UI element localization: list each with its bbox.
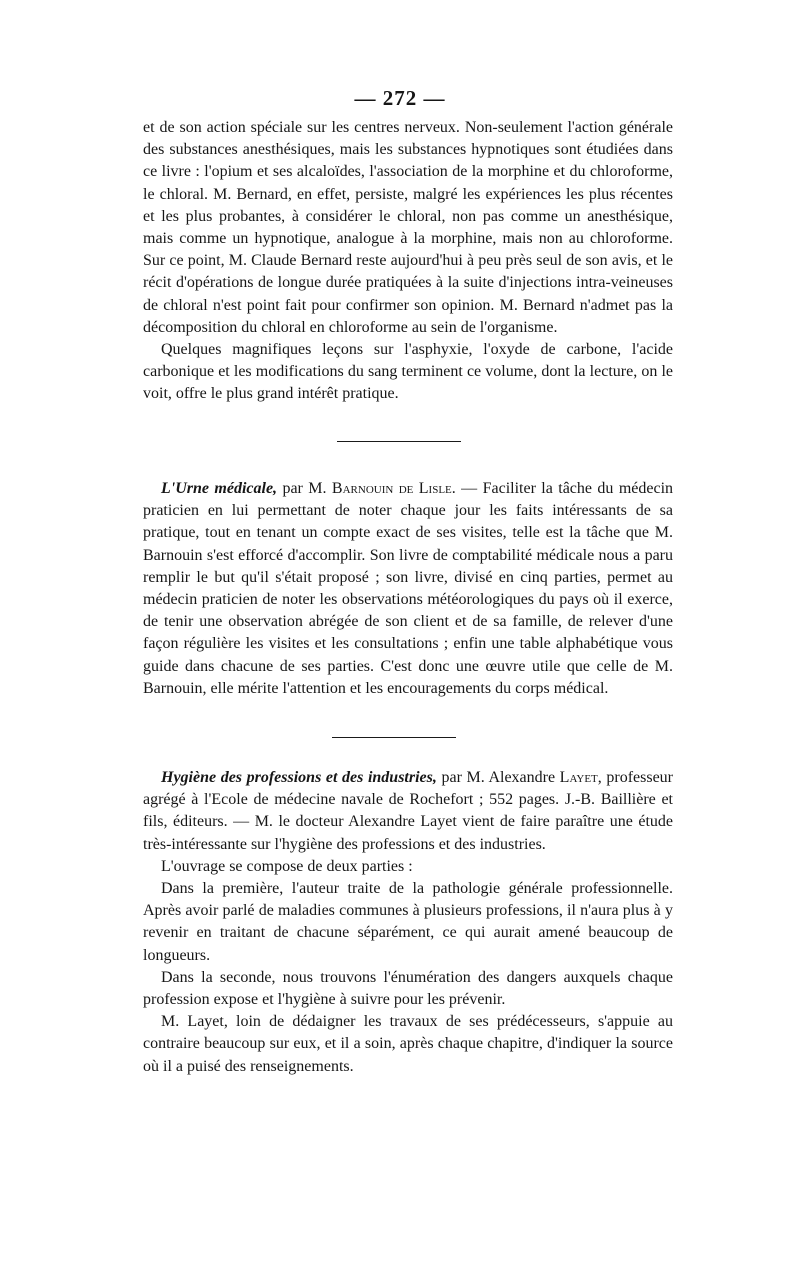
- review-urne-medicale: [143, 478, 673, 700]
- section-divider: [337, 441, 461, 442]
- book-title: Hygiène des professions et des industries,: [161, 769, 437, 786]
- by-text: par M. Alexandre: [436, 769, 560, 786]
- review-body: , professeur agrégé à l'Ecole de médecine navale de Rochefort ; 552 pages. J.-B. Baillière et fils, éditeurs. — M. le docteur Alexandre Layet vient de faire paraître une étude très-intéressante sur l'hygiène des professions et des industries.: [143, 769, 674, 853]
- author-name: Layet: [559, 769, 598, 786]
- page-number: — 272 —: [354, 86, 446, 110]
- author-name: Barnouin de Lisle: [331, 480, 452, 497]
- paragraph: et de son action spéciale sur les centres nerveux. Non-seulement l'action générale des substances anesthésiques, mais les substances hypnotiques sont étudiées dans ce livre : l'opium et ses alcaloïdes, l'association de la morphine et du chloroforme, le chloral. M. Bernard, en effet, persiste, malgré les expériences les plus récentes et les plus probantes, à considérer le chloral, non pas comme un anesthésique, mais comme un hypnotique, analogue à la morphine, mais non au chloroforme. Sur ce point, M. Claude Bernard reste aujourd'hui à peu près seul de son avis, et le récit d'opérations de longue durée pratiquées à la suite d'injections intra-veineuses de chloral n'est point fait pour confirmer son opinion. M. Bernard n'admet pas la décomposition du chloral en chloroforme au sein de l'organisme.: [143, 119, 673, 336]
- review-hygiene: [143, 767, 673, 1078]
- paragraph: Quelques magnifiques leçons sur l'asphyxie, l'oxyde de carbone, l'acide carbonique et les modifications du sang terminent ce volume, dont la lecture, on le voit, offre le plus grand intérêt pratique.: [143, 341, 673, 403]
- paragraph: L'ouvrage se compose de deux parties :: [161, 857, 413, 875]
- review-body: . — Faciliter la tâche du médecin praticien en lui permettant de noter chaque jour les faits intéressants de sa pratique, tout en tenant un compte exact de ses visites, telle est la tâche que M. Barnouin s'est efforcé d'accomplir. Son livre de comptabilité médicale nous a paru remplir le but qu'il s'était proposé ; son livre, divisé en cinq parties, permet au médecin praticien de noter les observations météorologiques du pays où il exerce, de tenir une observation abrégée de son client et de sa famille, de relever d'une façon régulière les visites et les consultations ; enfin une table alphabétique vous guide dans chacune de ses parties. C'est donc une œuvre utile que celle de M. Barnouin, elle mérite l'attention et les encouragements du corps médical.: [143, 480, 674, 697]
- review-continuation: [143, 117, 673, 406]
- book-title: L'Urne médicale,: [161, 480, 278, 497]
- paragraph: Dans la première, l'auteur traite de la pathologie générale professionnelle. Après avoir parlé de maladies communes à plusieurs professions, il n'aura plus à y revenir en traitant de chacune séparément, ce qui aurait amené beaucoup de longueurs.: [143, 880, 673, 964]
- paragraph: Dans la seconde, nous trouvons l'énumération des dangers auxquels chaque profession expose et l'hygiène à suivre pour les prévenir.: [143, 968, 673, 1009]
- paragraph: [143, 767, 673, 856]
- by-text: par M.: [277, 480, 332, 497]
- section-divider: [332, 737, 456, 738]
- paragraph: M. Layet, loin de dédaigner les travaux de ses prédécesseurs, s'appuie au contraire beaucoup sur eux, et il a soin, après chaque chapitre, d'indiquer la source où il a puisé des renseignements.: [143, 1013, 673, 1075]
- paragraph: [143, 478, 673, 700]
